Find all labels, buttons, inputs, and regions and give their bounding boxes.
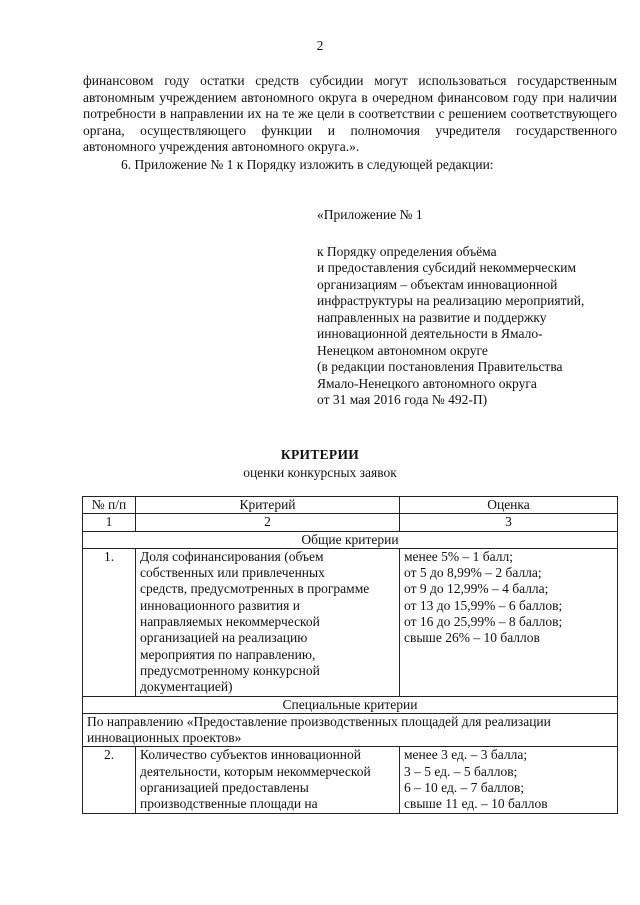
page-number: 2	[316, 38, 324, 53]
score-text: менее 3 ед. – 3 балла; 3 – 5 ед. – 5 баллов; 6 – 10 ед. – 7 баллов; свыше 11 ед. – 10 баллов	[400, 747, 618, 813]
appendix-block	[317, 207, 617, 409]
column-number: 2	[136, 514, 400, 531]
section-row-special	[83, 696, 618, 713]
appendix-line: к Порядку определения объёма	[317, 243, 497, 259]
header-criterion: Критерий	[136, 497, 400, 514]
header-score: Оценка	[400, 497, 618, 514]
appendix-line: и предоставления субсидий некоммерческим	[317, 260, 577, 275]
header-number: № п/п	[83, 497, 136, 514]
direction-text: По направлению «Предоставление производственных площадей для реализации инновационных проектов»	[83, 713, 618, 747]
row-number: 1.	[83, 548, 136, 696]
table-row	[83, 548, 618, 696]
column-number: 1	[83, 514, 136, 531]
section-title: Специальные критерии	[83, 696, 618, 713]
criteria-heading: КРИТЕРИИ	[280, 447, 360, 462]
appendix-line: инновационной деятельности в Ямало-	[317, 326, 543, 341]
appendix-line: Ненецком автономном округе	[317, 342, 488, 358]
column-number: 3	[400, 514, 618, 531]
appendix-line: организациям – объектам инновационной	[317, 276, 558, 292]
intro-text	[83, 73, 617, 173]
score-text: менее 5% – 1 балл; от 5 до 8,99% – 2 балла; от 9 до 12,99% – 4 балла; от 13 до 15,99% – 6 баллов; от 16 до 25,99% – 8 баллов; свыше 26% – 10 баллов	[400, 548, 618, 696]
criteria-table	[82, 496, 618, 814]
criterion-text: Количество субъектов инновационной деятельности, которым некоммерческой организацией предоставлены производственные площади на	[136, 747, 400, 813]
criterion-text: Доля софинансирования (объем собственных или привлеченных средств, предусмотренных в программе инновационного развития и направляемых некоммерческой организацией на реализацию мероприятия по направлению, предусмотренному конкурсной документацией)	[136, 548, 400, 696]
section-title: Общие критерии	[83, 531, 618, 548]
criteria-subheading: оценки конкурсных заявок	[243, 465, 397, 480]
direction-row	[83, 713, 618, 747]
section-row-general	[83, 531, 618, 548]
table-header-row	[83, 497, 618, 514]
appendix-line: (в редакции постановления Правительства	[317, 359, 563, 374]
amendment-paragraph: 6. Приложение № 1 к Порядку изложить в следующей редакции:	[121, 156, 494, 172]
appendix-title: «Приложение № 1	[317, 207, 423, 222]
intro-paragraph: финансовом году остатки средств субсидии могут использоваться государственным автономным учреждением автономного округа в очередном финансовом году при наличии потребности в направлении их на те же цели в соответствии с решением соответствующего органа, осуществляющего функции и полномочия учредителя государственного автономного учреждения автономного округа.».	[83, 73, 617, 154]
row-number: 2.	[83, 747, 136, 813]
appendix-line: инфраструктуры на реализацию мероприятий,	[317, 293, 585, 308]
appendix-line: Ямало-Ненецкого автономного округа	[317, 375, 537, 391]
table-row	[83, 747, 618, 813]
appendix-line: от 31 мая 2016 года № 492-П)	[317, 392, 488, 407]
table-column-numbers-row	[83, 514, 618, 531]
appendix-line: направленных на развитие и поддержку	[317, 309, 547, 325]
